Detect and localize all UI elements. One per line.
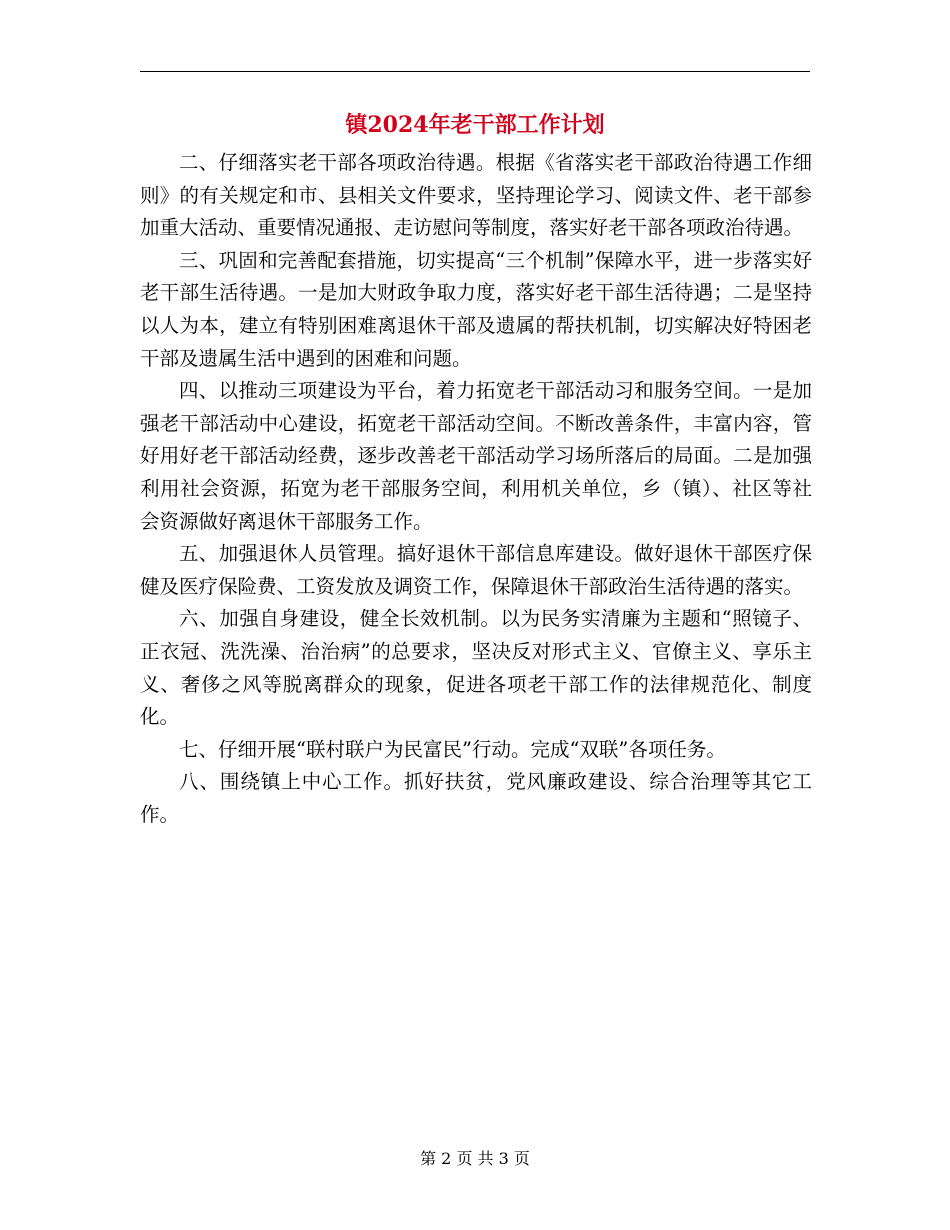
- paragraph-7: 七、仔细开展“联村联户为民富民”行动。完成“双联”各项任务。: [179, 737, 726, 761]
- document-title: 镇2024年老干部工作计划: [345, 112, 605, 138]
- paragraph-8: 八、围绕镇上中心工作。抓好扶贫，党风廉政建设、综合治理等其它工作。: [140, 770, 812, 826]
- document-body: [140, 147, 812, 831]
- header-rule: [140, 71, 810, 72]
- paragraph-3: 三、巩固和完善配套措施，切实提高“三个机制”保障水平，进一步落实好老干部生活待遇。一是加大财政争取力度，落实好老干部生活待遇；二是坚持以人为本，建立有特别困难离退休干部及遗属的帮扶机制，切实解决好特困老干部及遗属生活中遇到的困难和问题。: [140, 248, 812, 370]
- paragraph-5: 五、加强退休人员管理。搞好退休干部信息库建设。做好退休干部医疗保健及医疗保险费、工资发放及调资工作，保障退休干部政治生活待遇的落实。: [140, 542, 812, 598]
- paragraph-2: 二、仔细落实老干部各项政治待遇。根据《省落实老干部政治待遇工作细则》的有关规定和市、县相关文件要求，坚持理论学习、阅读文件、老干部参加重大活动、重要情况通报、走访慰问等制度，落实好老干部各项政治待遇。: [140, 151, 812, 240]
- paragraph-4: 四、以推动三项建设为平台，着力拓宽老干部活动习和服务空间。一是加强老干部活动中心建设，拓宽老干部活动空间。不断改善条件，丰富内容，管好用好老干部活动经费，逐步改善老干部活动学习场所落后的局面。二是加强利用社会资源，拓宽为老干部服务空间，利用机关单位，乡（镇）、社区等社会资源做好离退休干部服务工作。: [140, 379, 812, 533]
- page-number-footer: 第 2 页 共 3 页: [420, 1149, 530, 1168]
- paragraph-6: 六、加强自身建设，健全长效机制。以为民务实清廉为主题和“照镜子、正衣冠、洗洗澡、治治病”的总要求，坚决反对形式主义、官僚主义、享乐主义、奢侈之风等脱离群众的现象，促进各项老干部工作的法律规范化、制度化。: [140, 607, 812, 729]
